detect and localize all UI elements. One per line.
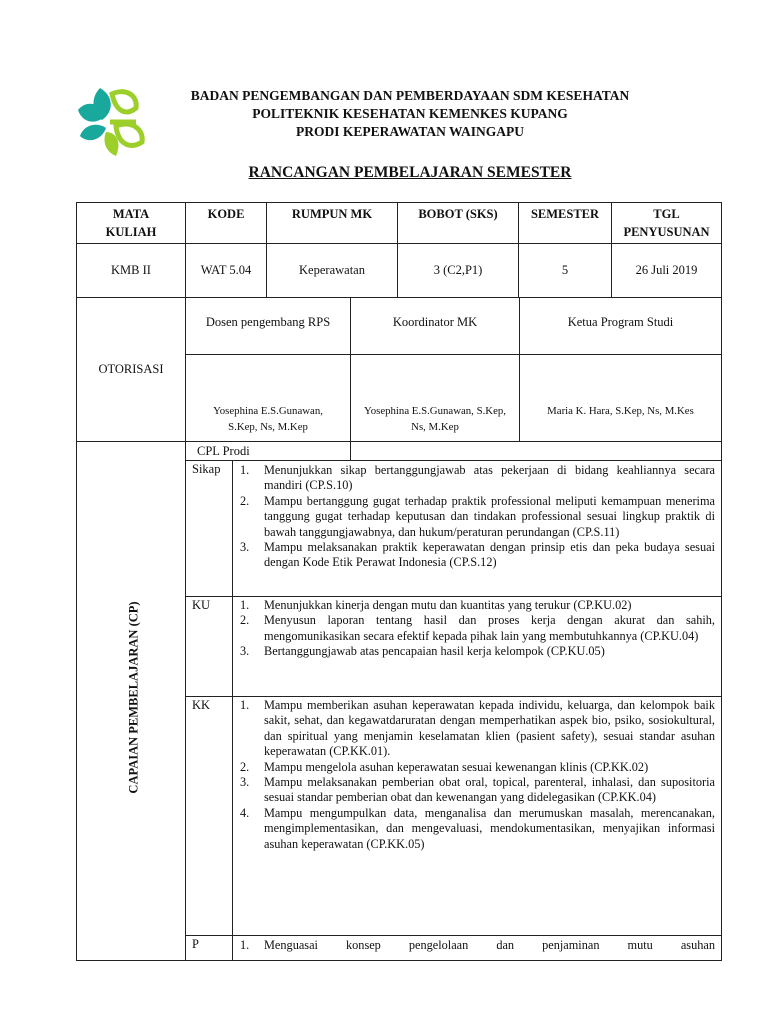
cell-tgl: 26 Juli 2019 — [611, 243, 722, 298]
list-item: 2. Menyusun laporan tentang hasil dan proses kerja dengan akurat dan sahih, mengomunikasikan secara efektif kepada pihak lain yang membutuhkannya (CP.KU.04) — [240, 613, 715, 643]
list-item: 4. Mampu mengumpulkan data, menganalisa dan merumuskan masalah, merencanakan, mengimplementasikan, dan mengevaluasi, mendokumentasikan, menyajikan informasi asuhan keperawatan (CP.KK.05) — [240, 805, 715, 851]
role-ketua-prodi: Ketua Program Studi — [519, 297, 722, 355]
cat-sikap: Sikap — [185, 460, 233, 597]
cat-kk: KK — [185, 696, 233, 936]
cell-mata-kuliah: KMB II — [76, 243, 186, 298]
otorisasi-label: OTORISASI — [76, 297, 186, 442]
role-dosen-pengembang: Dosen pengembang RPS — [185, 297, 351, 355]
name-koordinator-mk: Yosephina E.S.Gunawan, S.Kep, Ns, M.Kep — [350, 354, 520, 442]
list-item: 3. Mampu melaksanakan pemberian obat oral, topical, parenteral, inhalasi, dan supositoria sesuai standar pemberian obat dan kewenangan yang didelegasikan (CP.KK.04) — [240, 775, 715, 805]
list-item: 1. Menunjukkan sikap bertanggungjawab atas pekerjaan di bidang keahliannya secara mandiri (CP.S.10) — [240, 463, 715, 493]
cell-bobot: 3 (C2,P1) — [397, 243, 519, 298]
kemenkes-logo-icon — [76, 86, 148, 158]
list-item: 1. Menunjukkan kinerja dengan mutu dan kuantitas yang terukur (CP.KU.02) — [240, 598, 632, 612]
header-rumpun-mk: RUMPUN MK — [266, 202, 398, 244]
cpl-prodi-value — [350, 441, 722, 461]
role-koordinator-mk: Koordinator MK — [350, 297, 520, 355]
sikap-list — [233, 463, 715, 571]
kk-list — [233, 698, 715, 852]
header-bobot: BOBOT (SKS) — [397, 202, 519, 244]
name-dosen-pengembang: Yosephina E.S.Gunawan, S.Kep, Ns, M.Kep — [185, 354, 351, 442]
header-kode: KODE — [185, 202, 267, 244]
cat-ku: KU — [185, 596, 233, 697]
header-line-2: POLITEKNIK KESEHATAN KEMENKES KUPANG — [252, 106, 568, 121]
cp-vertical-label: CAPAIAN PEMBELAJARAN (CP) — [126, 601, 141, 794]
list-item: 3. Mampu melaksanakan praktik keperawatan dengan prinsip etis dan peka budaya sesuai dengan Kode Etik Perawat Indonesia (CP.S.12) — [240, 540, 715, 570]
name-ketua-prodi: Maria K. Hara, S.Kep, Ns, M.Kes — [519, 354, 722, 442]
cell-rumpun: Keperawatan — [266, 243, 398, 298]
header-tgl-penyusunan: TGL PENYUSUNAN — [611, 202, 722, 244]
header-line-3: PRODI KEPERAWATAN WAINGAPU — [295, 124, 525, 139]
ku-list — [233, 598, 715, 660]
list-item: 2. Mampu mengelola asuhan keperawatan sesuai kewenangan klinis (CP.KK.02) — [240, 759, 649, 774]
cat-p: P — [185, 935, 233, 961]
header-mata-kuliah: MATA KULIAH — [76, 202, 186, 244]
p-list — [233, 938, 715, 953]
list-item: 2. Mampu bertanggung gugat terhadap praktik professional meliputi kemampuan menerima tanggung gugat terhadap keputusan dan tindakan professional sesuai lingkup praktik di bawah tanggungjawabnya, dan hukum/peraturan perundangan (CP.S.11) — [240, 493, 715, 539]
header-semester: SEMESTER — [518, 202, 612, 244]
cell-semester: 5 — [518, 243, 612, 298]
header-line-1: BADAN PENGEMBANGAN DAN PEMBERDAYAAN SDM KESEHATAN — [190, 88, 630, 103]
document-title: RANCANGAN PEMBELAJARAN SEMESTER — [248, 164, 572, 181]
list-item: 3. Bertanggungjawab atas pencapaian hasil kerja kelompok (CP.KU.05) — [240, 644, 605, 659]
list-item: 1. Mampu memberikan asuhan keperawatan kepada individu, keluarga, dan kelompok baik sakit, sehat, dan kegawatdaruratan dengan memperhatikan aspek bio, psiko, sosiokultural, dan spiritual yang menjamin keselamatan klien (pasient safety), sesuai standar asuhan keperawatan (CP.KK.01). — [240, 698, 715, 759]
list-item: 1. Menguasai konsep pengelolaan dan penjaminan mutu asuhan — [240, 938, 715, 952]
cell-kode: WAT 5.04 — [185, 243, 267, 298]
cpl-prodi-label: CPL Prodi — [185, 441, 351, 461]
